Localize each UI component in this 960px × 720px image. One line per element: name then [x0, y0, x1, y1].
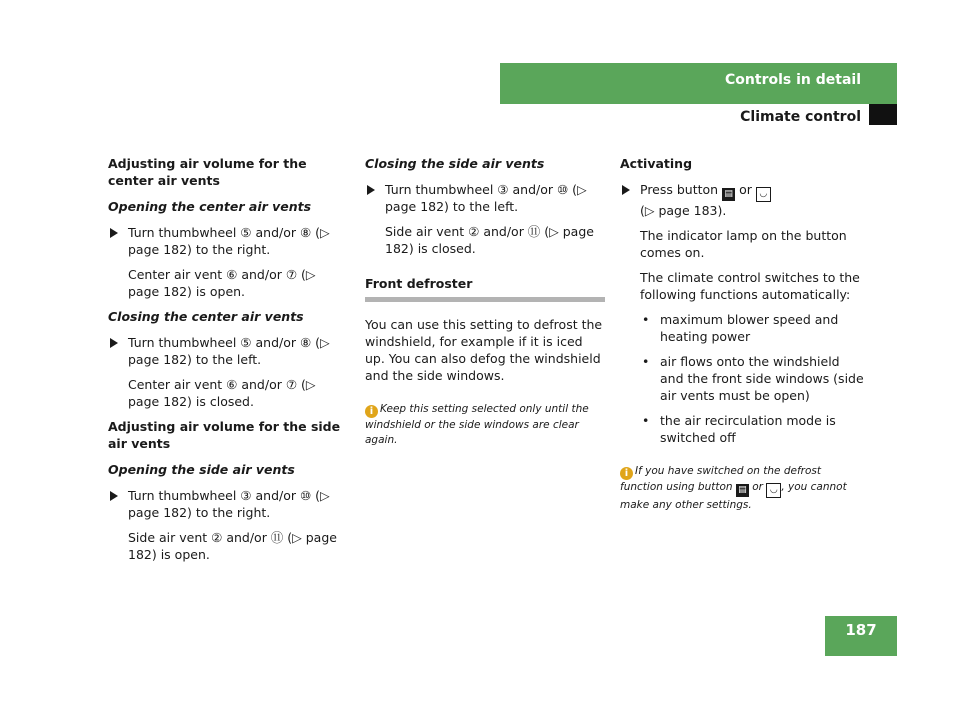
result-close-side: Side air vent ② and/or ⑪ (▷ page 182) is closed.: [385, 224, 594, 256]
step-arrow-icon: [110, 228, 118, 238]
column-1: [108, 155, 348, 571]
header-title: Controls in detail: [725, 72, 861, 88]
front-defrost-icon: ▤: [736, 484, 749, 497]
page-number: 187: [845, 621, 877, 639]
step-arrow-icon: [110, 491, 118, 501]
step-close-center: Turn thumbwheel ⑤ and/or ⑧ (▷ page 182) to the left.: [108, 334, 348, 368]
heading-center-vents: Adjusting air volume for the center air vents: [108, 156, 307, 188]
defrost-icon: ◡: [756, 187, 771, 202]
para-indicator-lamp: The indicator lamp on the button comes on.: [640, 228, 847, 260]
subheading-open-center: Opening the center air vents: [108, 199, 312, 214]
result-open-center: Center air vent ⑥ and/or ⑦ (▷ page 182) is open.: [128, 267, 316, 299]
subheading-close-center: Closing the center air vents: [108, 309, 304, 324]
step-close-side: Turn thumbwheel ③ and/or ⑩ (▷ page 182) to the left.: [365, 181, 605, 215]
step-open-center: Turn thumbwheel ⑤ and/or ⑧ (▷ page 182) to the right.: [108, 224, 348, 258]
defrost-icon: ◡: [766, 483, 781, 498]
page-number-box: [825, 616, 897, 656]
step-press-button: Press button ▤ or ◡ (▷ page 183).: [620, 181, 865, 219]
info-icon: i: [620, 467, 633, 480]
header-marker: [869, 104, 897, 125]
header-subtitle: Climate control: [740, 109, 861, 125]
heading-front-defroster: Front defroster: [365, 275, 605, 302]
step-arrow-icon: [622, 185, 630, 195]
heading-side-vents: Adjusting air volume for the side air vents: [108, 419, 341, 451]
subheading-close-side: Closing the side air vents: [365, 156, 545, 171]
front-defrost-icon: ▤: [722, 188, 735, 201]
list-item: • maximum blower speed and heating power: [642, 312, 839, 344]
step-open-side: Turn thumbwheel ③ and/or ⑩ (▷ page 182) to the right.: [108, 487, 348, 521]
para-defroster: You can use this setting to defrost the windshield, for example if it is iced up. You can also defog the windshield and the side windows.: [365, 317, 603, 383]
para-auto-functions: The climate control switches to the following functions automatically:: [640, 270, 860, 302]
list-item: • air flows onto the windshield and the front side windows (side air vents must be open): [642, 354, 864, 403]
column-2: [365, 155, 605, 448]
note-defroster: i Keep this setting selected only until the windshield or the side windows are clear again.: [365, 403, 589, 446]
heading-activating: Activating: [620, 156, 693, 171]
step-arrow-icon: [110, 338, 118, 348]
subheading-open-side: Opening the side air vents: [108, 462, 295, 477]
note-defrost-settings: i If you have switched on the defrost function using button ▤ or ◡ , you cannot make any other settings.: [620, 465, 847, 511]
header-bar: [500, 63, 897, 104]
column-3: [620, 155, 865, 513]
step-arrow-icon: [367, 185, 375, 195]
result-close-center: Center air vent ⑥ and/or ⑦ (▷ page 182) is closed.: [128, 377, 316, 409]
result-open-side: Side air vent ② and/or ⑪ (▷ page 182) is open.: [128, 530, 337, 562]
list-item: • the air recirculation mode is switched off: [642, 413, 836, 445]
info-icon: i: [365, 405, 378, 418]
